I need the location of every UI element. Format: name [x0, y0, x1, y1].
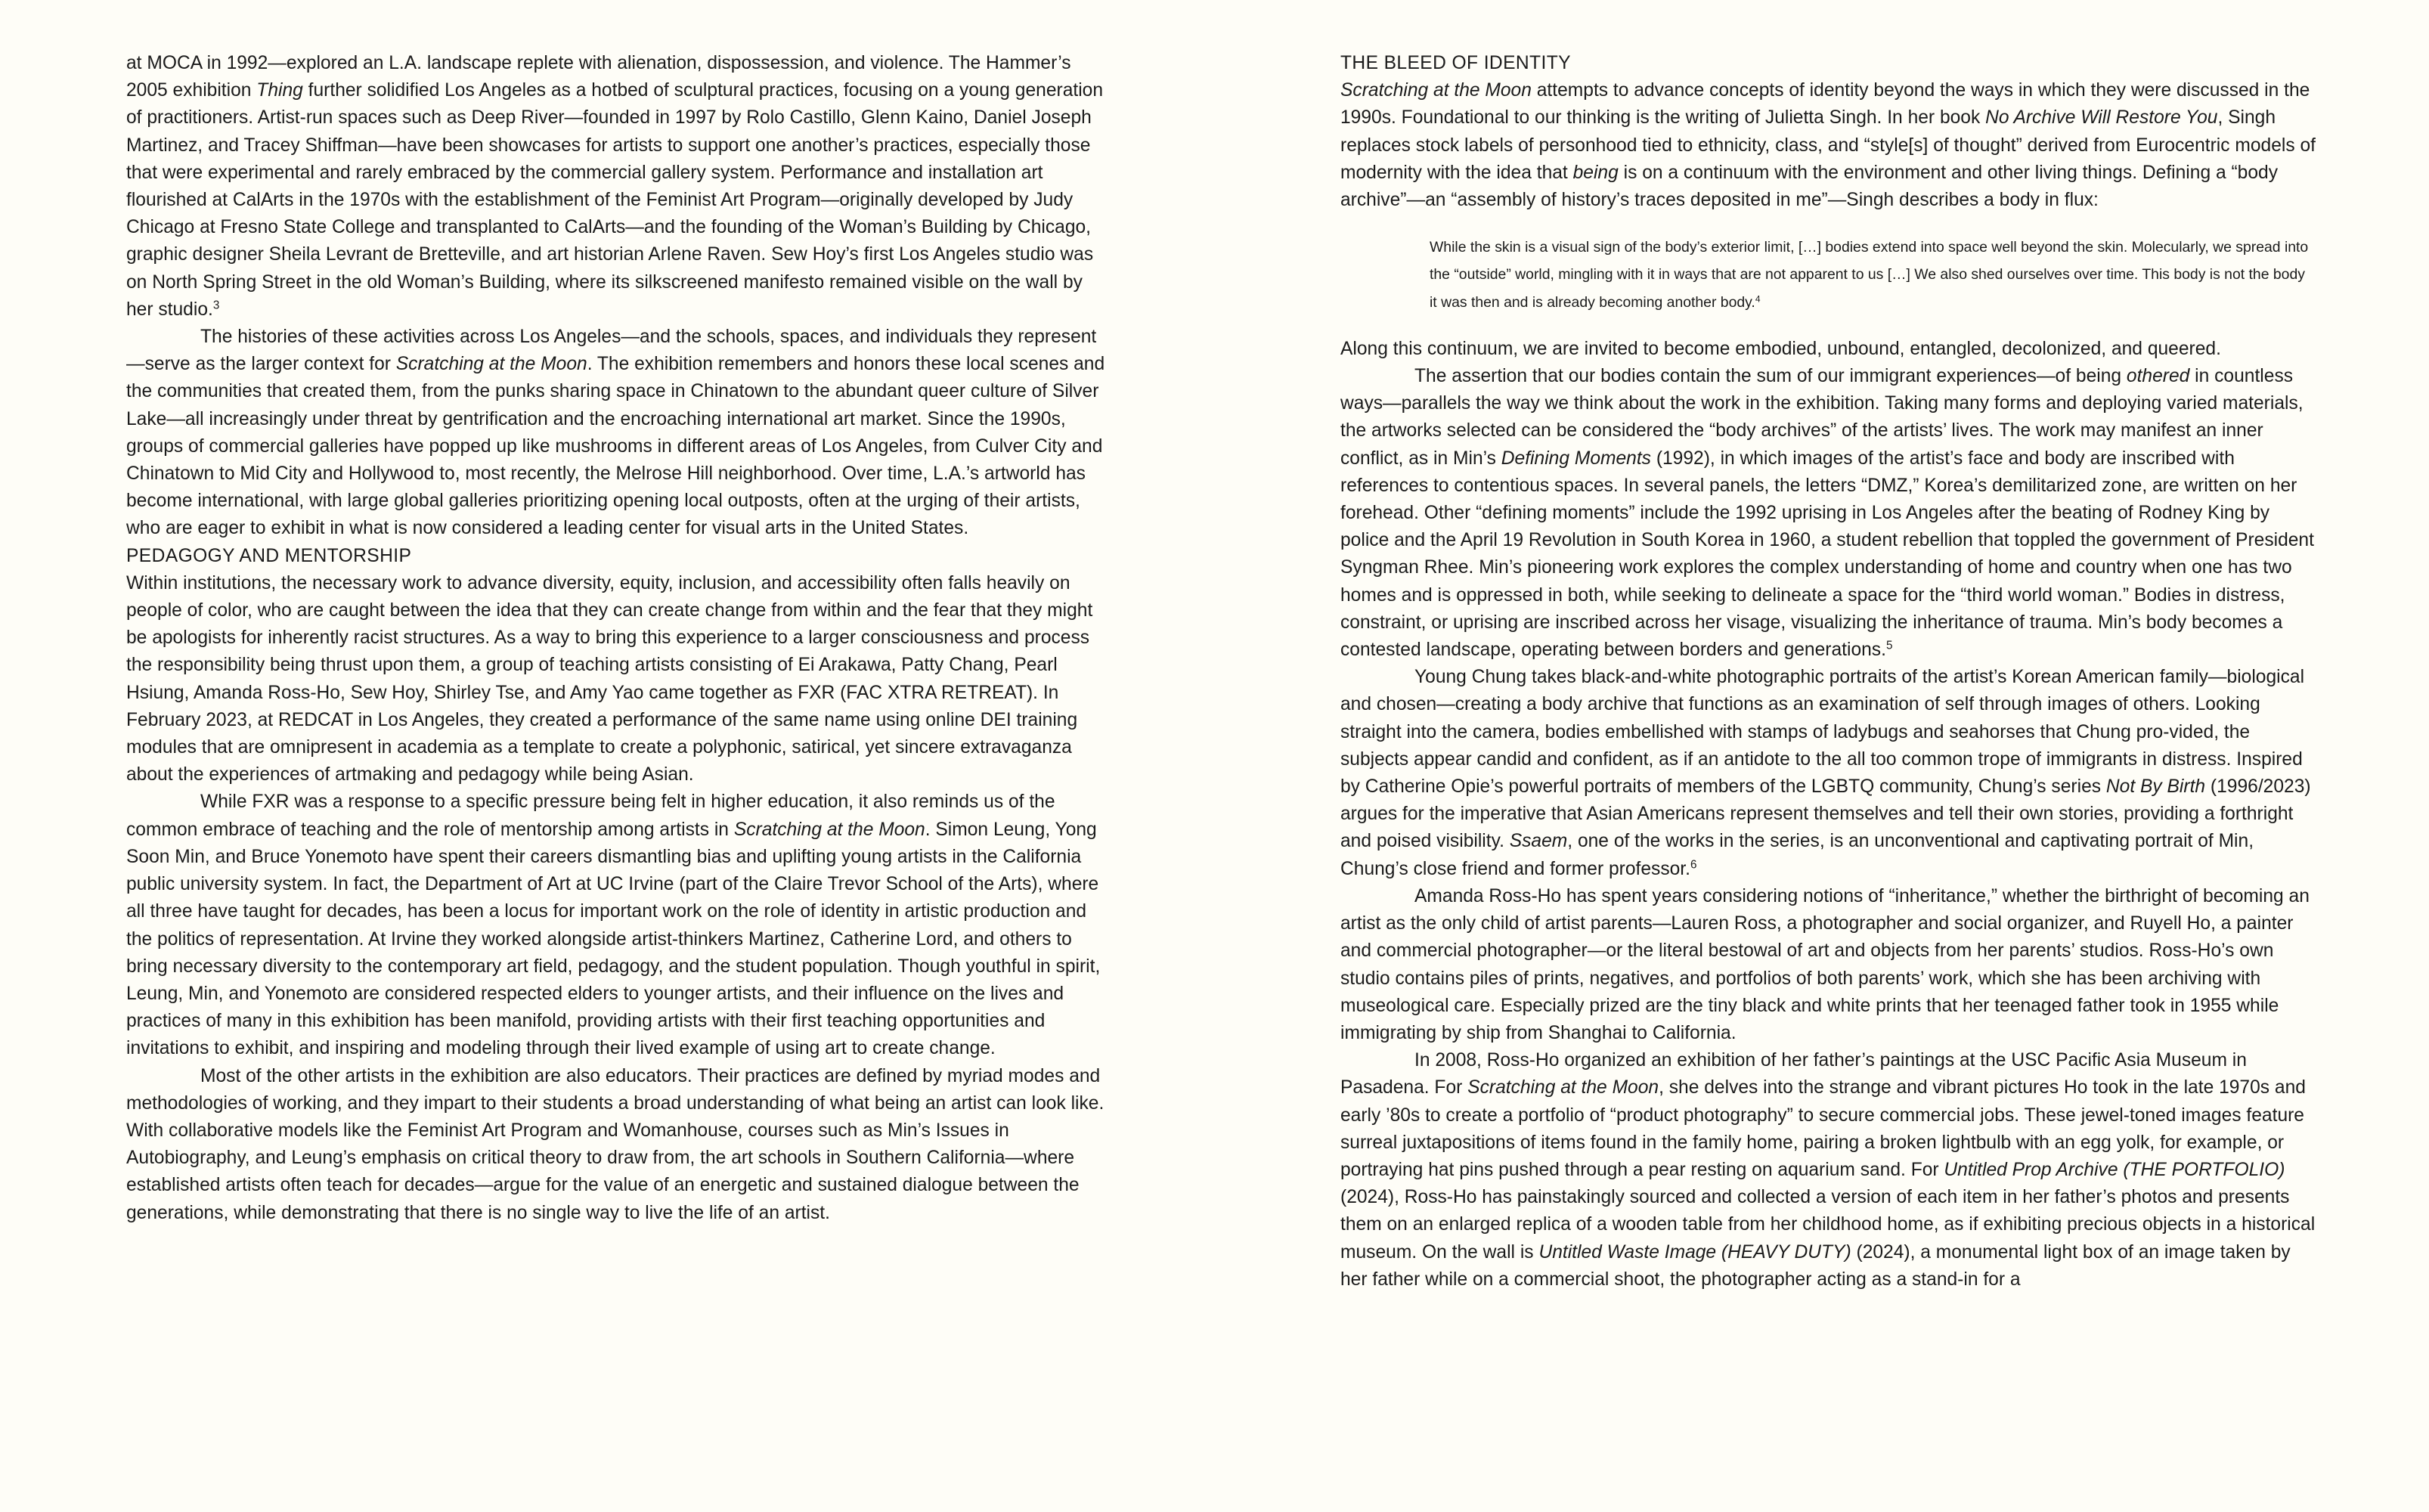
text-run: While FXR was a response to a specific pressure being felt in higher education, it also reminds us of the common embrace of teaching and the role of mentorship among artists in: [126, 792, 1055, 840]
text-run: The assertion that our bodies contain the sum of our immigrant experiences—of being: [1414, 366, 2127, 387]
paragraph-histories: [126, 324, 1109, 543]
text-run: (1992), in which images of the artist’s face and body are inscribed with references to contentious spaces. In several panels, the letters “DMZ,” Korea’s demilitarized zone, are written on her forehead. Other “defining moments” include the 1992 uprising in Los Angeles after the beating of Rodney King by police and the April 19 Revolution in South Korea in 1960, a student rebellion that toppled the government of President Syngman Rhee. Min’s pioneering work explores the complex understanding of home and country when one has two homes and is oppressed in both, while seeking to delineate a space for the “third world woman.” Bodies in distress, constraint, or uprising are inscribed across her visage, visualizing the inheritance of trauma. Min’s body becomes a contested landscape, operating between borders and generations.: [1340, 448, 2314, 661]
text-run: at MOCA in 1992—explored an L.A. landscape replete with alienation, dispossession, and violence. The Hammer’s 2005 exhibition: [126, 53, 1071, 101]
italic-title: Scratching at the Moon: [395, 354, 587, 375]
heading-bleed-of-identity: THE BLEED OF IDENTITY: [1340, 53, 1571, 73]
paragraph-ross-ho-inheritance: Amanda Ross-Ho has spent years considering notions of “inheritance,” whether the birthright of becoming an artist as the only child of artist parents—Lauren Ross, a photographer and social organizer, and Ruyell Ho, a painter and commercial photographer—or the literal bestowal of art and objects from her parents’ studios. Ross-Ho’s own studio contains piles of prints, negatives, and portfolios of both parents’ work, which she has been archiving with museological care. Especially prized are the tiny black and white prints that her teenaged father took in 1955 while immigrating by ship from Shanghai to California.: [1340, 885, 2310, 1043]
paragraph-defining-moments: [1340, 363, 2316, 664]
paragraph-ross-ho-2008: [1340, 1047, 2316, 1294]
text-run: , one of the works in the series, is an unconventional and captivating portrait of Min, Chung’s close friend and former professor.: [1340, 831, 2254, 879]
text-run: in countless ways—parallels the way we think about the work in the exhibition. Taking many forms and deploying varied materials, the artworks selected can be considered the “body archives” of the artists’ lives. The work may manifest an inner conflict, as in Min’s: [1340, 366, 2304, 469]
left-column: [126, 50, 1109, 1227]
footnote-marker[interactable]: 5: [1885, 639, 1893, 652]
text-run: In 2008, Ross-Ho organized an exhibition of her father’s paintings at the USC Pacific Asia Museum in Pasadena. For: [1340, 1050, 2247, 1098]
paragraph-fxr: [126, 789, 1109, 1062]
italic-word: othered: [2126, 366, 2190, 387]
text-run: The histories of these activities across Los Angeles—and the schools, spaces, and individuals they represent—serve as the larger context for: [126, 327, 1097, 375]
text-run: is on a continuum with the environment and other living things. Defining a “body archive”—an “assembly of history’s traces deposited in me”—Singh describes a body in flux:: [1340, 162, 2278, 211]
text-run: (2024), Ross-Ho has painstakingly sourced and collected a version of each item in her father’s photos and presents them on an enlarged replica of a wooden table from her childhood home, as if exhibiting precious objects in a historical museum. On the wall is: [1340, 1187, 2316, 1263]
text-run: attempts to advance concepts of identity beyond the ways in which they were discussed in the 1990s. Foundational to our thinking is the writing of Julietta Singh. In her book: [1340, 80, 2310, 129]
block-quote: [1430, 234, 2316, 316]
quote-text: While the skin is a visual sign of the body’s exterior limit, […] bodies extend into space well beyond the skin. Molecularly, we spread into the “outside” world, mingling with it in ways that are not apparent to us […] We also shed ourselves over time. This body is not the body it was then and is already becoming another body.: [1430, 239, 2309, 311]
italic-title: Ssaem: [1509, 831, 1568, 852]
text-run: , Singh replaces stock labels of personhood tied to ethnicity, class, and “style[s] of thought” derived from Eurocentric models of modernity with the idea that: [1340, 107, 2316, 183]
italic-title: Untitled Prop Archive (THE PORTFOLIO): [1944, 1159, 2285, 1180]
italic-word: being: [1572, 162, 1619, 183]
italic-title: Not By Birth: [2105, 776, 2206, 798]
text-run: further solidified Los Angeles as a hotbed of sculptural practices, focusing on a young generation of practitioners. Artist-run spaces such as Deep River—founded in 1997 by Rolo Castillo, Glenn Kaino, Daniel Joseph Martinez, and Tracey Shiffman—have been showcases for artists to support one another’s practices, especially those that were experimental and rarely embraced by the commercial gallery system. Performance and installation art flourished at CalArts in the 1970s with the establishment of the Feminist Art Program—originally developed by Judy Chicago at Fresno State College and transplanted to CalArts—and the founding of the Woman’s Building by Chicago, graphic designer Sheila Levrant de Bretteville, and art historian Arlene Raven. Sew Hoy’s first Los Angeles studio was on North Spring Street in the old Woman’s Building, where its silkscreened manifesto remained visible on the wall by her studio.: [126, 80, 1104, 320]
italic-title: Scratching at the Moon: [1340, 80, 1532, 101]
paragraph-continuum: Along this continuum, we are invited to become embodied, unbound, entangled, decolonized, and queered.: [1340, 338, 2221, 359]
text-run: . The exhibition remembers and honors these local scenes and the communities that created them, from the punks sharing space in Chinatown to the abundant queer culture of Silver Lake—all increasingly under threat by gentrification and the encroaching international art market. Since the 1990s, groups of commercial galleries have popped up like mushrooms in different areas of Los Angeles, from Culver City and Chinatown to Mid City and Hollywood to, most recently, the Melrose Hill neighborhood. Over time, L.A.’s artworld has become international, with large global galleries prioritizing opening local outposts, often at the urging of their artists, who are eager to exhibit in what is now considered a leading center for visual arts in the United States.: [126, 354, 1105, 539]
text-run: Young Chung takes black-and-white photographic portraits of the artist’s Korean American family—biological and chosen—creating a body archive that functions as an examination of self through images of others. Looking straight into the camera, bodies embellished with stamps of ladybugs and seahorses that Chung pro-vided, the subjects appear candid and confident, as if an antidote to the all too common trope of immigrants in distress. Inspired by Catherine Opie’s powerful portraits of members of the LGBTQ community, Chung’s series: [1340, 667, 2305, 798]
right-column: [1340, 50, 2316, 1294]
text-run: . Simon Leung, Yong Soon Min, and Bruce Yonemoto have spent their careers dismantling bias and uplifting young artists in the California public university system. In fact, the Department of Art at UC Irvine (part of the Claire Trevor School of the Arts), where all three have taught for decades, has been a locus for important work on the role of identity in artistic production and the politics of representation. At Irvine they worked alongside artist-thinkers Martinez, Catherine Lord, and others to bring necessary diversity to the contemporary art field, pedagogy, and the student population. Though youthful in spirit, Leung, Min, and Yonemoto are considered respected elders to younger artists, and their influence on the lives and practices of many in this exhibition has been manifold, providing artists with their first teaching opportunities and invitations to exhibit, and inspiring and modeling through their lived example of using art to create change.: [126, 819, 1101, 1059]
heading-pedagogy-mentorship: PEDAGOGY AND MENTORSHIP: [126, 545, 412, 566]
italic-title: Defining Moments: [1501, 448, 1651, 469]
paragraph-institutions: Within institutions, the necessary work to advance diversity, equity, inclusion, and accessibility often falls heavily on people of color, who are caught between the idea that they can create change from within and the fear that they might be apologists for inherently racist structures. As a way to bring this experience to a larger consciousness and process the responsibility being thrust upon them, a group of teaching artists consisting of Ei Arakawa, Patty Chang, Pearl Hsiung, Amanda Ross-Ho, Sew Hoy, Shirley Tse, and Amy Yao came together as FXR (FAC XTRA RETREAT). In February 2023, at REDCAT in Los Angeles, they created a performance of the same name using online DEI training modules that are omnipresent in academia as a template to create a polyphonic, satirical, yet sincere extravaganza about the experiences of artmaking and pedagogy while being Asian.: [126, 572, 1093, 785]
text-run: , she delves into the strange and vibrant pictures Ho took in the late 1970s and early ’80s to create a portfolio of “product photography” to secure commercial jobs. These jewel-toned images feature surreal juxtapositions of items found in the family home, pairing a broken lightbulb with an egg yolk, for example, or portraying hat pins pushed through a pear resting on aquarium sand. For: [1340, 1077, 2306, 1180]
italic-title: No Archive Will Restore You: [1985, 107, 2218, 129]
italic-title: Scratching at the Moon: [1467, 1077, 1659, 1098]
footnote-marker[interactable]: 3: [212, 299, 220, 312]
footnote-marker[interactable]: 6: [1690, 858, 1697, 872]
paragraph-identity-concepts: [1340, 77, 2316, 214]
text-run: (1996/2023) argues for the imperative that Asian Americans represent themselves and tell their own stories, providing a forthright and poised visibility.: [1340, 776, 2311, 852]
paragraph-young-chung: [1340, 664, 2316, 883]
text-run: (2024), a monumental light box of an image taken by her father while on a commercial shoot, the photographer acting as a stand-in for a: [1340, 1241, 2291, 1290]
italic-title: Scratching at the Moon: [733, 819, 925, 840]
italic-title: Untitled Waste Image (HEAVY DUTY): [1538, 1241, 1851, 1263]
paragraph-hammer-thing: [126, 50, 1109, 324]
paragraph-educators: Most of the other artists in the exhibition are also educators. Their practices are defined by myriad modes and methodologies of working, and they impart to their students a broad understanding of what being an artist can look like. With collaborative models like the Feminist Art Program and Womanhouse, courses such as Min’s Issues in Autobiography, and Leung’s emphasis on critical theory to draw from, the art schools in Southern California—where established artists often teach for decades—argue for the value of an energetic and sustained dialogue between the generations, while demonstrating that there is no single way to live the life of an artist.: [126, 1065, 1105, 1223]
footnote-marker[interactable]: 4: [1755, 293, 1761, 305]
italic-title: Thing: [256, 80, 303, 101]
